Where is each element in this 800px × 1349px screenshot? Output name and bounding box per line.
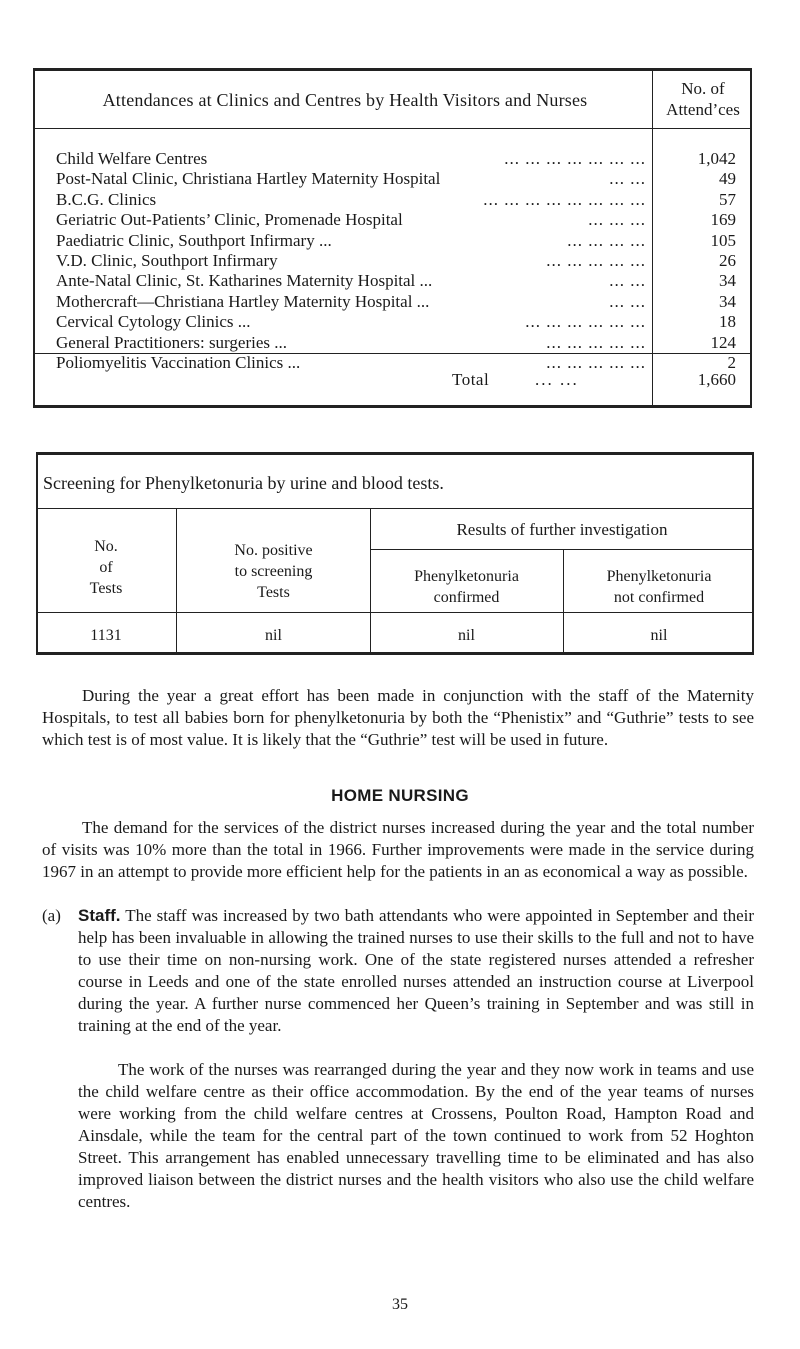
attendance-count-header-line1: No. of	[681, 79, 725, 98]
attendance-row-dots: ... ... ... ... ... ...	[525, 312, 646, 331]
attendance-row-label: B.C.G. Clinics	[56, 190, 157, 209]
attendance-row-label: Paediatric Clinic, Southport Infirmary ...	[56, 231, 332, 250]
screening-table-title: Screening for Phenylketonuria by urine and blood tests.	[43, 473, 444, 493]
item-a-paragraph	[78, 905, 754, 1037]
col-not-confirmed-header	[564, 566, 754, 608]
col1-line2: of	[99, 559, 113, 576]
attendance-row-label: Post-Natal Clinic, Christiana Hartley Maternity Hospital	[56, 169, 441, 188]
item-a-label: (a)	[42, 906, 61, 925]
attendance-row	[56, 190, 646, 210]
attendance-table-divider	[652, 68, 653, 408]
attendance-count-header	[654, 78, 752, 120]
item-a-text: The staff was increased by two bath attendants who were appointed in September and their help has been invaluable in allowing the trained nurses to use their skills to the full and not to have to use their time on non-nursing work. One of the state registered nurses attended a refresher course in Leeds and one of the state enrolled nurses attended an instruction course at Liverpool during the year. A further nurse commenced her Queen’s training in September and was still in training at the end of the year.	[78, 906, 754, 1035]
col2-line2: to screening	[234, 563, 313, 580]
attendance-row-value: 34	[719, 292, 736, 311]
attendance-row-value: 169	[710, 210, 736, 229]
attendance-row-dots: ... ... ... ...	[567, 231, 646, 250]
item-a-paragraph-2: The work of the nurses was rearranged during the year and they now work in teams and use the child welfare centre as their office accommodation. By the end of the year teams of nurses were working from the child welfare centres at Crossens, Poulton Road, Hampton Road and Ainsdale, while the team for the central part of the town continued to work from 52 Hoghton Street. This arrangement has enabled unnecessary travelling time to be eliminated and has also improved liaison between the district nurses and the health visitors who also use the child welfare centres.	[78, 1060, 754, 1211]
attendance-table-header-rule-left	[33, 128, 653, 129]
screening-header-rule	[36, 612, 754, 613]
attendance-row-label: Mothercraft—Christiana Hartley Maternity Hospital ...	[56, 292, 430, 311]
value-confirmed: nil	[458, 627, 475, 644]
attendance-row-dots: ... ... ... ... ...	[546, 353, 646, 372]
value-not-confirmed: nil	[650, 627, 668, 644]
value-no-of-tests: 1131	[90, 627, 122, 644]
page-number: 35	[392, 1296, 408, 1313]
attendance-row	[56, 149, 646, 169]
col3-line1: Phenylketonuria	[414, 568, 519, 585]
attendance-row-dots: ... ...	[609, 271, 646, 290]
total-dots: ... ...	[535, 370, 579, 389]
attendance-row	[56, 210, 646, 230]
col2-line3: Tests	[257, 584, 290, 601]
attendance-row	[56, 169, 646, 189]
attendance-row	[56, 333, 646, 353]
screening-paragraph: During the year a great effort has been made in conjunction with the staff of the Maternity Hospitals, to test all babies born for phenylketonuria by both the “Phenistix” and “Guthrie” tests to see which test is of most value. It is likely that the “Guthrie” test will be used in future.	[42, 686, 754, 749]
col-confirmed-header	[370, 566, 563, 608]
col1-line3: Tests	[89, 580, 123, 597]
attendance-table-header-rule-right	[652, 128, 752, 129]
attendance-row-dots: ... ... ...	[588, 210, 646, 229]
total-label: Total	[452, 370, 490, 389]
attendance-row-value: 34	[719, 271, 736, 290]
attendance-row	[56, 271, 646, 291]
attendance-row-label: V.D. Clinic, Southport Infirmary	[56, 251, 278, 270]
attendance-row-value: 105	[710, 231, 736, 250]
col4-line1: Phenylketonuria	[606, 568, 712, 585]
attendance-row-value: 1,042	[697, 149, 736, 168]
attendance-row-dots: ... ... ... ... ...	[546, 333, 646, 352]
attendance-count-header-line2: Attend’ces	[666, 100, 740, 119]
attendance-row-value: 26	[719, 251, 736, 270]
col2-line1: No. positive	[234, 542, 313, 559]
attendance-row-value: 18	[719, 312, 736, 331]
attendance-row-value: 57	[719, 190, 736, 209]
attendance-row-dots: ... ...	[609, 169, 646, 188]
attendance-row-dots: ... ... ... ... ...	[546, 251, 646, 270]
attendance-row-value: 124	[710, 333, 736, 352]
attendance-row-dots: ... ... ... ... ... ... ...	[504, 149, 646, 168]
attendance-row-label: General Practitioners: surgeries ...	[56, 333, 288, 352]
attendance-row-label: Cervical Cytology Clinics ...	[56, 312, 251, 331]
attendance-row-label: Geriatric Out-Patients’ Clinic, Promenade Hospital	[56, 210, 403, 229]
attendance-row-value: 49	[719, 169, 736, 188]
screening-group-rule	[370, 549, 754, 550]
attendance-table-header: Attendances at Clinics and Centres by Health Visitors and Nurses	[102, 90, 588, 110]
attendance-row-value: 2	[727, 353, 736, 372]
attendance-row	[56, 312, 646, 332]
value-positive: nil	[265, 627, 282, 644]
results-group-header: Results of further investigation	[456, 520, 668, 539]
attendance-row-label: Ante-Natal Clinic, St. Katharines Maternity Hospital ...	[56, 271, 433, 290]
attendance-row-dots: ... ... ... ... ... ... ... ...	[483, 190, 646, 209]
item-a-title: Staff.	[78, 906, 121, 925]
intro-paragraph: The demand for the services of the district nurses increased during the year and the total number of visits was 10% more than the total in 1966. Further improvements were made in the service during 1967 in an attempt to provide more efficient help for the patients in an as economical a way as possible.	[42, 818, 754, 881]
col-no-of-tests-header	[36, 536, 176, 599]
col3-line2: confirmed	[433, 589, 500, 606]
attendance-row-dots: ... ...	[609, 292, 646, 311]
total-value: 1,660	[697, 370, 736, 389]
section-heading: HOME NURSING	[331, 786, 469, 805]
attendance-row	[56, 251, 646, 271]
screening-title-rule	[36, 508, 754, 509]
col4-line2: not confirmed	[613, 589, 705, 606]
attendance-row-label: Poliomyelitis Vaccination Clinics ...	[56, 353, 301, 372]
col1-line1: No.	[94, 538, 118, 555]
attendance-row-label: Child Welfare Centres	[56, 149, 208, 168]
col-positive-header	[177, 540, 370, 603]
attendance-row	[56, 231, 646, 251]
attendance-row	[56, 292, 646, 312]
